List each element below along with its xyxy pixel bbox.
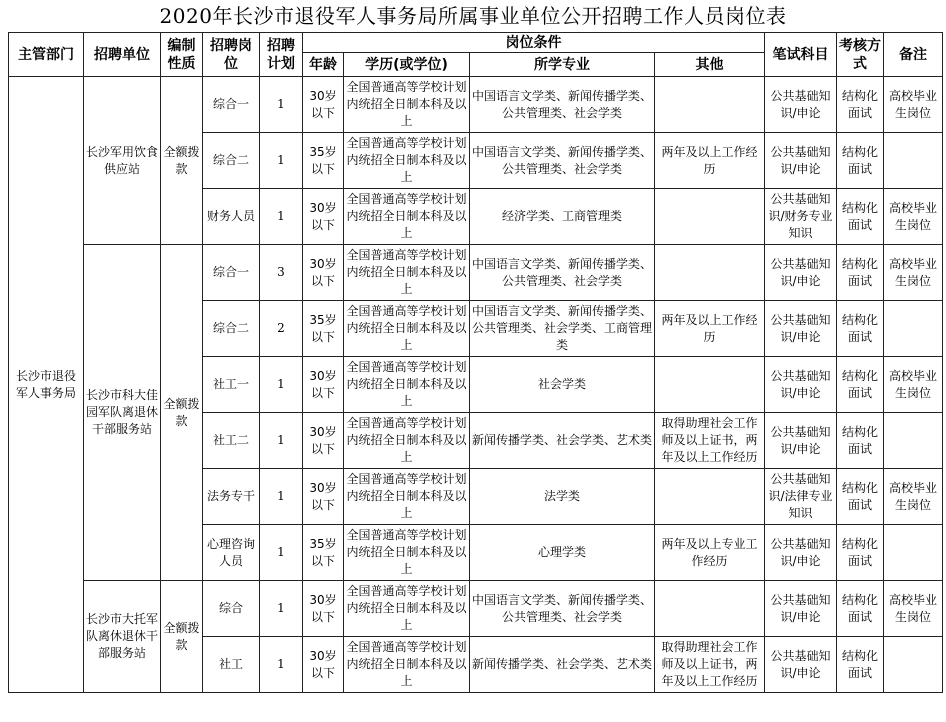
plan-cell: 1 xyxy=(260,413,303,469)
major-cell: 中国语言文学类、新闻传播学类、公共管理类、社会学类 xyxy=(470,581,655,637)
exam-cell: 公共基础知识/申论 xyxy=(765,133,837,189)
assess-cell: 结构化面试 xyxy=(837,245,884,301)
age-cell: 35岁以下 xyxy=(303,525,344,581)
table-row xyxy=(9,245,943,301)
header-post: 招聘岗位 xyxy=(203,33,260,77)
table-row xyxy=(9,77,943,133)
assess-cell: 结构化面试 xyxy=(837,525,884,581)
other-cell xyxy=(655,581,765,637)
header-exam: 笔试科目 xyxy=(765,33,837,77)
other-cell: 取得助理社会工作师及以上证书，两年及以上工作经历 xyxy=(655,637,765,693)
header-nature: 编制性质 xyxy=(161,33,203,77)
edu-cell: 全国普通高等学校计划内统招全日制本科及以上 xyxy=(344,581,470,637)
remark-cell: 高校毕业生岗位 xyxy=(884,357,943,413)
remark-cell xyxy=(884,637,943,693)
recruitment-table xyxy=(8,32,943,693)
other-cell xyxy=(655,245,765,301)
edu-cell: 全国普通高等学校计划内统招全日制本科及以上 xyxy=(344,357,470,413)
plan-cell: 1 xyxy=(260,469,303,525)
header-dept: 主管部门 xyxy=(9,33,84,77)
major-cell: 中国语言文学类、新闻传播学类、公共管理类、社会学类、工商管理类 xyxy=(470,301,655,357)
remark-cell: 高校毕业生岗位 xyxy=(884,189,943,245)
edu-cell: 全国普通高等学校计划内统招全日制本科及以上 xyxy=(344,301,470,357)
exam-cell: 公共基础知识/申论 xyxy=(765,413,837,469)
post-cell: 综合一 xyxy=(203,245,260,301)
major-cell: 中国语言文学类、新闻传播学类、公共管理类、社会学类 xyxy=(470,77,655,133)
edu-cell: 全国普通高等学校计划内统招全日制本科及以上 xyxy=(344,637,470,693)
major-cell: 新闻传播学类、社会学类、艺术类 xyxy=(470,413,655,469)
major-cell: 法学类 xyxy=(470,469,655,525)
post-cell: 社工二 xyxy=(203,413,260,469)
exam-cell: 公共基础知识/申论 xyxy=(765,77,837,133)
header-edu: 学历(或学位) xyxy=(344,53,470,77)
exam-cell: 公共基础知识/申论 xyxy=(765,525,837,581)
exam-cell: 公共基础知识/申论 xyxy=(765,245,837,301)
unit-cell: 长沙市科大佳园军队离退休干部服务站 xyxy=(84,245,161,581)
plan-cell: 1 xyxy=(260,357,303,413)
plan-cell: 1 xyxy=(260,77,303,133)
unit-cell: 长沙市大托军队离休退休干部服务站 xyxy=(84,581,161,693)
remark-cell: 高校毕业生岗位 xyxy=(884,469,943,525)
age-cell: 30岁以下 xyxy=(303,413,344,469)
nature-cell: 全额拨款 xyxy=(161,581,203,693)
remark-cell: 高校毕业生岗位 xyxy=(884,245,943,301)
edu-cell: 全国普通高等学校计划内统招全日制本科及以上 xyxy=(344,245,470,301)
assess-cell: 结构化面试 xyxy=(837,413,884,469)
post-cell: 综合一 xyxy=(203,77,260,133)
major-cell: 新闻传播学类、社会学类、艺术类 xyxy=(470,637,655,693)
exam-cell: 公共基础知识/法律专业知识 xyxy=(765,469,837,525)
remark-cell xyxy=(884,301,943,357)
plan-cell: 1 xyxy=(260,637,303,693)
age-cell: 30岁以下 xyxy=(303,581,344,637)
assess-cell: 结构化面试 xyxy=(837,637,884,693)
age-cell: 30岁以下 xyxy=(303,637,344,693)
nature-cell: 全额拨款 xyxy=(161,245,203,581)
header-conditions: 岗位条件 xyxy=(303,33,765,53)
exam-cell: 公共基础知识/申论 xyxy=(765,637,837,693)
edu-cell: 全国普通高等学校计划内统招全日制本科及以上 xyxy=(344,413,470,469)
dept-cell: 长沙市退役军人事务局 xyxy=(9,77,84,693)
header-plan: 招聘计划 xyxy=(260,33,303,77)
header-remark: 备注 xyxy=(884,33,943,77)
age-cell: 35岁以下 xyxy=(303,133,344,189)
edu-cell: 全国普通高等学校计划内统招全日制本科及以上 xyxy=(344,133,470,189)
plan-cell: 1 xyxy=(260,581,303,637)
remark-cell xyxy=(884,133,943,189)
assess-cell: 结构化面试 xyxy=(837,77,884,133)
post-cell: 综合二 xyxy=(203,133,260,189)
post-cell: 心理咨询人员 xyxy=(203,525,260,581)
edu-cell: 全国普通高等学校计划内统招全日制本科及以上 xyxy=(344,525,470,581)
edu-cell: 全国普通高等学校计划内统招全日制本科及以上 xyxy=(344,469,470,525)
age-cell: 30岁以下 xyxy=(303,189,344,245)
assess-cell: 结构化面试 xyxy=(837,301,884,357)
assess-cell: 结构化面试 xyxy=(837,581,884,637)
exam-cell: 公共基础知识/申论 xyxy=(765,357,837,413)
other-cell xyxy=(655,189,765,245)
table-row xyxy=(9,581,943,637)
other-cell: 两年及以上专业工作经历 xyxy=(655,525,765,581)
header-other: 其他 xyxy=(655,53,765,77)
plan-cell: 1 xyxy=(260,525,303,581)
exam-cell: 公共基础知识/申论 xyxy=(765,581,837,637)
post-cell: 法务专干 xyxy=(203,469,260,525)
remark-cell: 高校毕业生岗位 xyxy=(884,581,943,637)
other-cell xyxy=(655,357,765,413)
age-cell: 30岁以下 xyxy=(303,77,344,133)
other-cell: 两年及以上工作经历 xyxy=(655,301,765,357)
edu-cell: 全国普通高等学校计划内统招全日制本科及以上 xyxy=(344,77,470,133)
major-cell: 经济学类、工商管理类 xyxy=(470,189,655,245)
major-cell: 中国语言文学类、新闻传播学类、公共管理类、社会学类 xyxy=(470,245,655,301)
other-cell: 取得助理社会工作师及以上证书，两年及以上工作经历 xyxy=(655,413,765,469)
age-cell: 30岁以下 xyxy=(303,357,344,413)
post-cell: 综合二 xyxy=(203,301,260,357)
edu-cell: 全国普通高等学校计划内统招全日制本科及以上 xyxy=(344,189,470,245)
plan-cell: 1 xyxy=(260,133,303,189)
remark-cell xyxy=(884,525,943,581)
plan-cell: 2 xyxy=(260,301,303,357)
major-cell: 心理学类 xyxy=(470,525,655,581)
page-title: 2020年长沙市退役军人事务局所属事业单位公开招聘工作人员岗位表 xyxy=(159,4,787,28)
plan-cell: 1 xyxy=(260,189,303,245)
major-cell: 社会学类 xyxy=(470,357,655,413)
other-cell xyxy=(655,77,765,133)
assess-cell: 结构化面试 xyxy=(837,189,884,245)
age-cell: 30岁以下 xyxy=(303,469,344,525)
header-major: 所学专业 xyxy=(470,53,655,77)
plan-cell: 3 xyxy=(260,245,303,301)
major-cell: 中国语言文学类、新闻传播学类、公共管理类、社会学类 xyxy=(470,133,655,189)
assess-cell: 结构化面试 xyxy=(837,133,884,189)
header-row-1 xyxy=(9,33,943,53)
post-cell: 社工一 xyxy=(203,357,260,413)
other-cell: 两年及以上工作经历 xyxy=(655,133,765,189)
header-assess: 考核方式 xyxy=(837,33,884,77)
assess-cell: 结构化面试 xyxy=(837,469,884,525)
remark-cell xyxy=(884,413,943,469)
exam-cell: 公共基础知识/申论 xyxy=(765,301,837,357)
unit-cell: 长沙军用饮食供应站 xyxy=(84,77,161,245)
nature-cell: 全额拨款 xyxy=(161,77,203,245)
remark-cell: 高校毕业生岗位 xyxy=(884,77,943,133)
age-cell: 30岁以下 xyxy=(303,245,344,301)
header-age: 年龄 xyxy=(303,53,344,77)
assess-cell: 结构化面试 xyxy=(837,357,884,413)
other-cell xyxy=(655,469,765,525)
post-cell: 财务人员 xyxy=(203,189,260,245)
post-cell: 社工 xyxy=(203,637,260,693)
exam-cell: 公共基础知识/财务专业知识 xyxy=(765,189,837,245)
post-cell: 综合 xyxy=(203,581,260,637)
age-cell: 35岁以下 xyxy=(303,301,344,357)
header-unit: 招聘单位 xyxy=(84,33,161,77)
